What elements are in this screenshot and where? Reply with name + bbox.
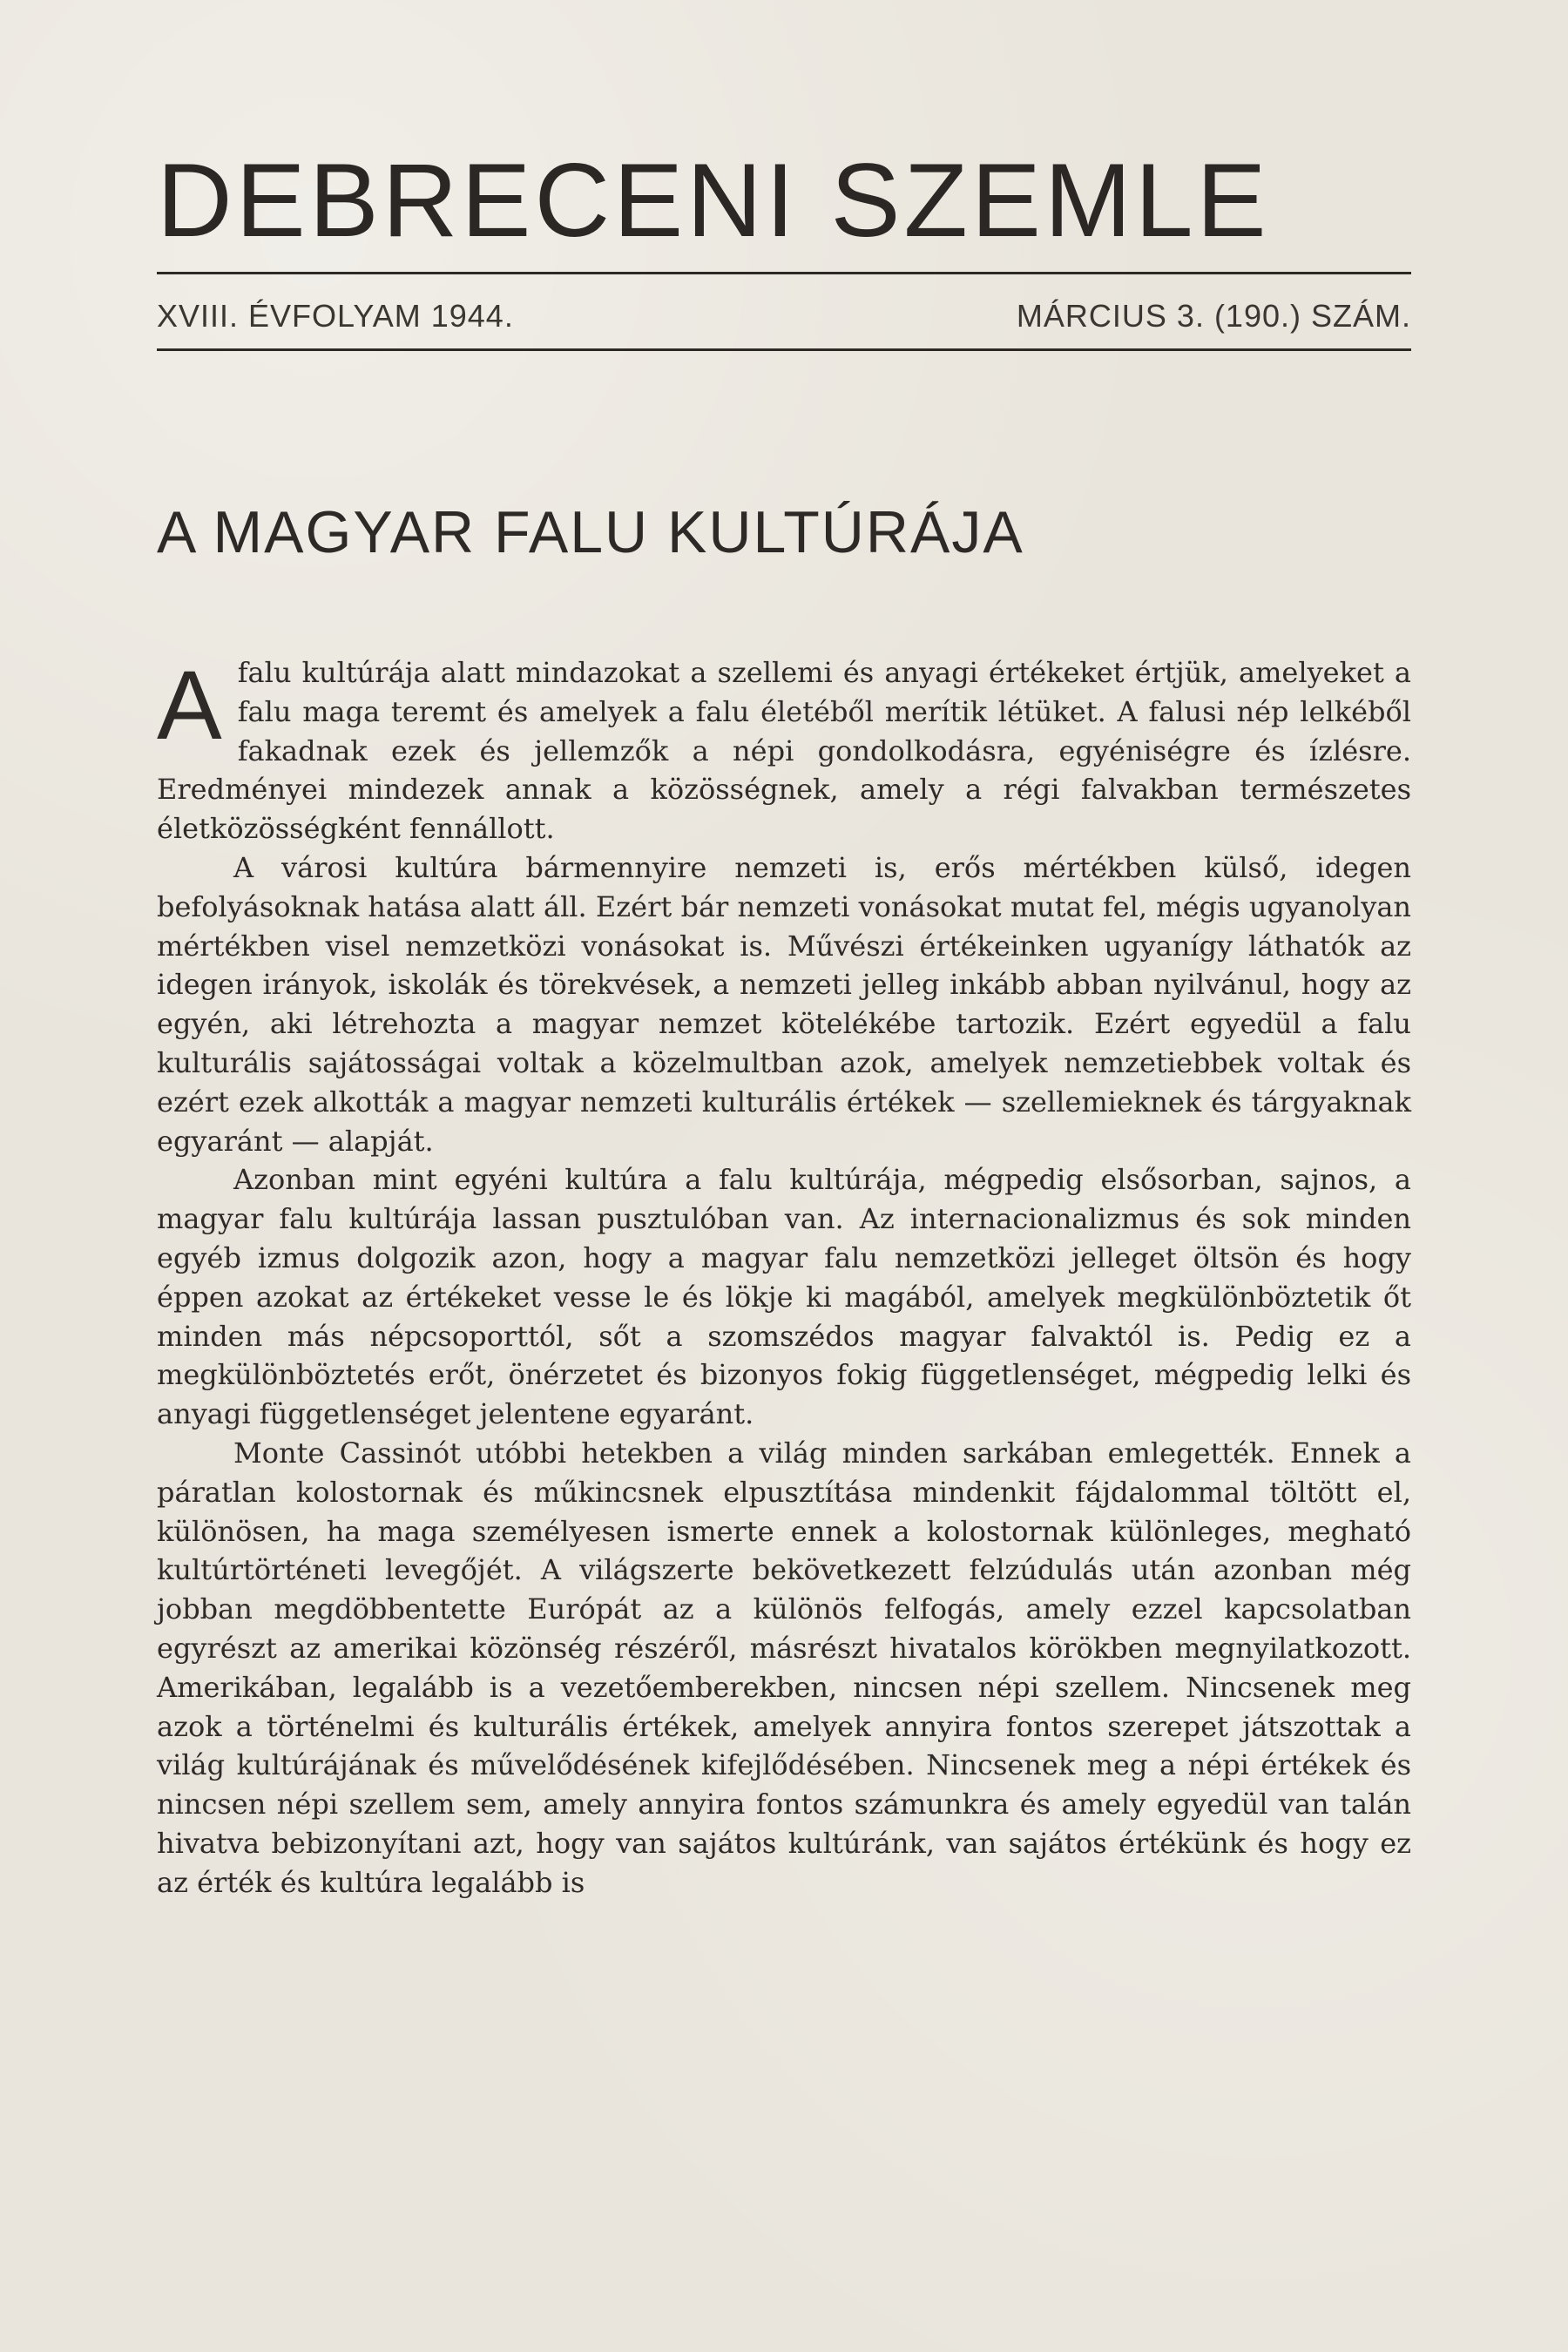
article-paragraph-4: Monte Cassinót utóbbi hetekben a világ minden sarkában emlegették. Ennek a páratlan kolostornak és műkincsnek elpusztítása mindenkit fájdalommal töltött el, különösen, ha maga személyesen ismerte ennek a kolostornak különleges, megható kultúrtörténeti levegőjét. A világszerte bekövetkezett felzúdulás után azonban még jobban megdöbbentette Európát az a különös felfogás, amely ezzel kapcsolatban egyrészt az amerikai közönség részéről, másrészt hivatalos körökben megnyilatkozott. Amerikában, legalább is a vezetőemberekben, nincsen népi szellem. Nincsenek meg azok a történelmi és kulturális értékek, amelyek annyira fontos szerepet játszottak a világ kultúrájának és művelődésének kifejlődésében. Nincsenek meg a népi értékek és nincsen népi szellem sem, amely annyira fontos számunkra és amely egyedül van talán hivatva bebizonyítani azt, hogy van sajátos kultúránk, van sajátos értékünk és hogy ez az érték és kultúra legalább is [157,1436,1411,1899]
article-paragraph-2: A városi kultúra bármennyire nemzeti is, erős mértékben külső, idegen befolyásoknak hatása alatt áll. Ezért bár nemzeti vonásokat mutat fel, mégis ugyanolyan mértékben visel nemzetközi vonásokat is. Művészi értékeinken ugyanígy láthatók az idegen irányok, iskolák és törekvések, a nemzeti jelleg inkább abban nyilvánul, hogy az egyén, aki létrehozta a magyar nemzet kötelékébe tartozik. Ezért egyedül a falu kulturális sajátosságai voltak a közelmultban azok, amelyek nemzetiebbek voltak és ezért ezek alkották a magyar nemzeti kulturális értékek — szellemieknek és tárgyaknak egyaránt — alapját. [157,850,1411,1158]
issue-info [157,298,1411,335]
masthead-bottom-rule [157,348,1411,351]
article-paragraph-1 [157,653,1411,848]
article-body [157,653,1411,1903]
issue-date: MÁRCIUS 3. (190.) SZÁM. [1016,298,1411,334]
masthead [157,142,1411,334]
journal-title: DEBRECENI SZEMLE [157,142,1270,259]
article-paragraph-3: Azonban mint egyéni kultúra a falu kultúrája, mégpedig elsősorban, sajnos, a magyar falu kultúrája lassan pusztulóban van. Az internacionalizmus és sok minden egyéb izmus dolgozik azon, hogy a magyar falu nemzetközi jelleget öltsön és hogy éppen azokat az értékeket vesse le és lökje ki magából, amelyek megkülönböztetik őt minden más népcsoporttól, sőt a szomszédos magyar falvaktól is. Pedig ez a megkülönböztetés erőt, önérzetet és bizonyos fokig függetlenséget, mégpedig lelki és anyagi függetlenséget jelentene egyaránt. [157,1163,1411,1431]
masthead-top-rule [157,272,1411,274]
article-title: A MAGYAR FALU KULTÚRÁJA [157,499,1024,565]
drop-cap: A [157,651,222,760]
article-paragraph-1-text: falu kultúrája alatt mindazokat a szellemi és anyagi értékeket értjük, amelyeket a falu maga teremt és amelyek a falu életéből merítik létüket. A falusi nép lelkéből fakadnak ezek és jellemzők a népi gondolkodásra, egyéniségre és ízlésre. Eredményei mindezek annak a közösségnek, amely a régi falvakban természetes életközösségként fennállott. [157,656,1411,846]
volume-year: XVIII. ÉVFOLYAM 1944. [157,298,514,334]
